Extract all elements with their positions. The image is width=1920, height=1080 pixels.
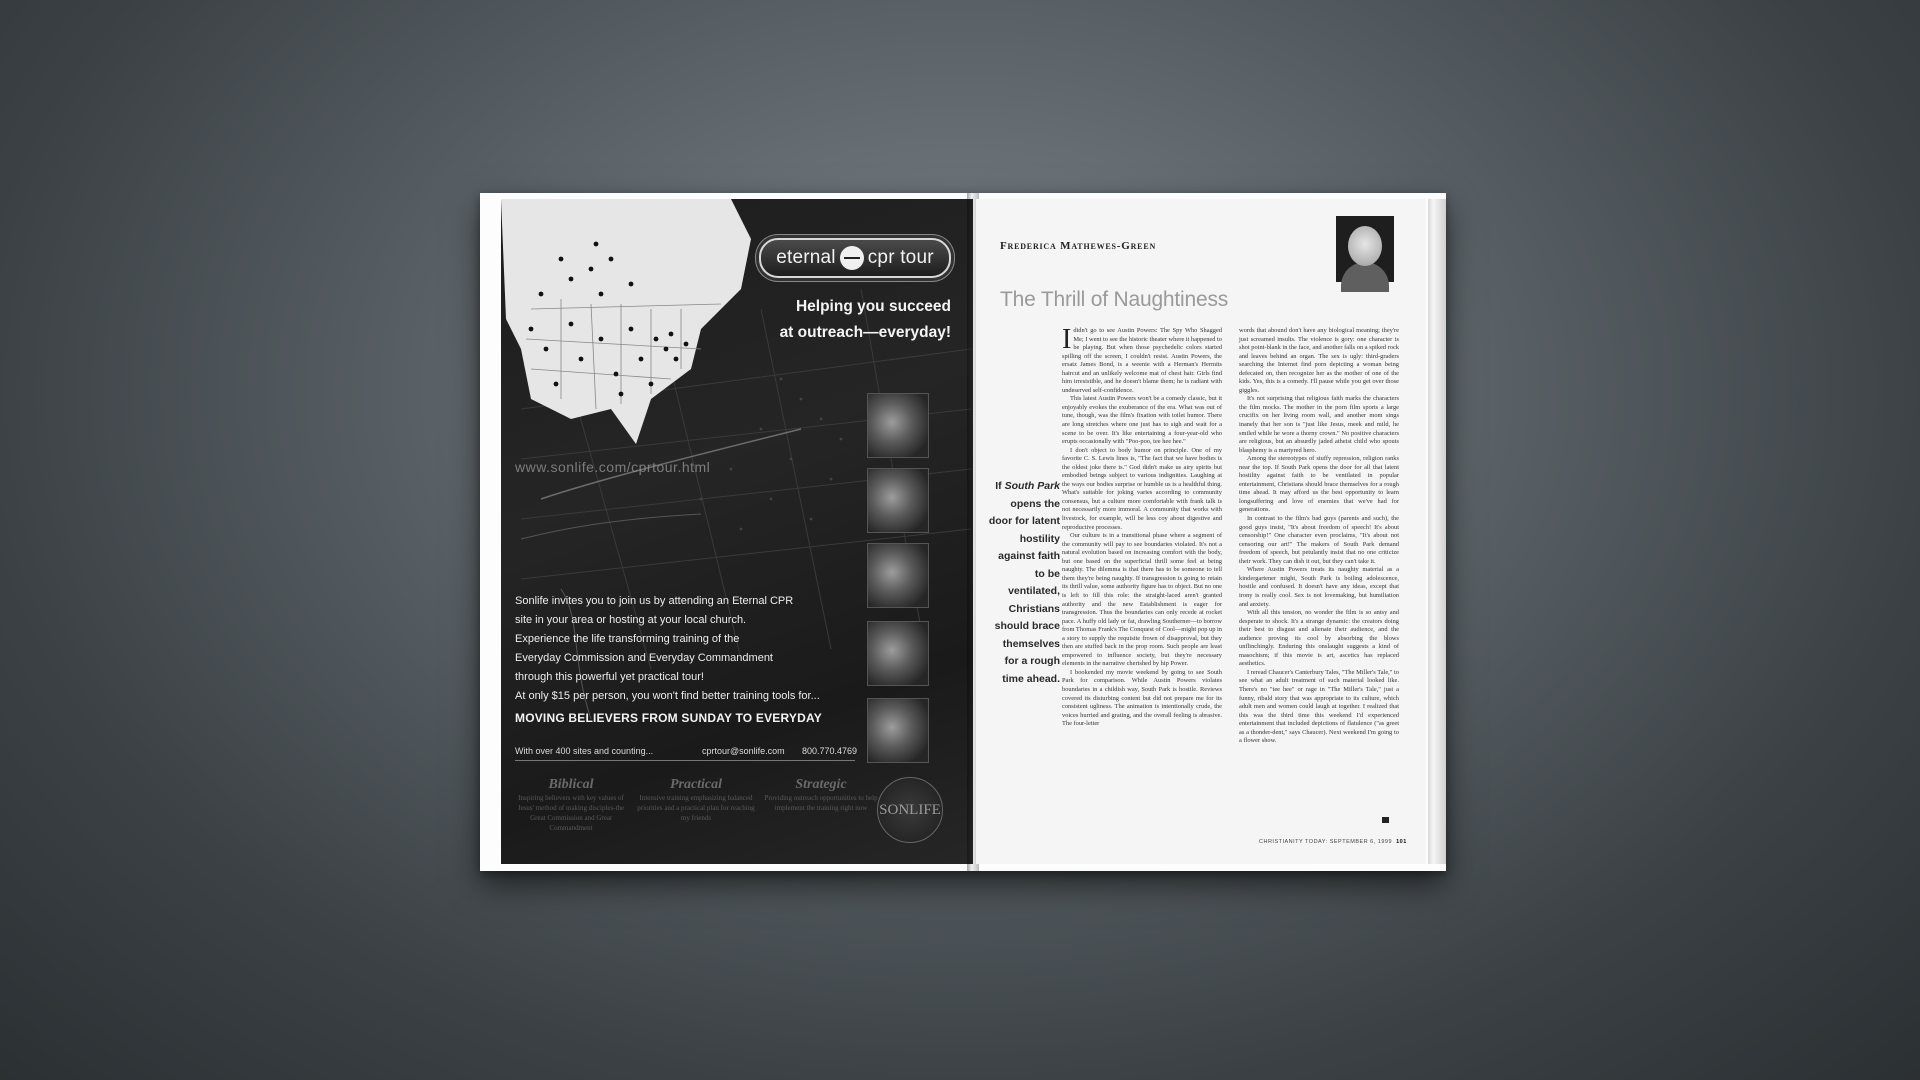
article-paragraph: I don't object to body humor on principle. One of my favorite C. S. Lewis lines is, "The fact that we have bodies is the oldest joke there is." God didn't make us airy spirits but embodied beings subject to various indignities. Laughing at the ways our bodies surprise or humble us is a healthful thing. What's suitable for joking varies according to community consensus, but a culture more comfortable with frank talk is not necessarily more immoral. A community that works with livestock, for example, will be less coy about digestive and reproductive processes.	[1062, 446, 1222, 531]
ad-headline: MOVING BELIEVERS FROM SUNDAY TO EVERYDAY	[515, 711, 822, 725]
drop-cap: I	[1062, 324, 1072, 355]
contact-phone: 800.770.4769	[802, 746, 858, 756]
page-edge	[1428, 199, 1446, 864]
ad-url: www.sonlife.com/cprtour.html	[515, 459, 711, 475]
pillar-text: Intensive training emphasizing balanced priorities and a practical plan for reaching my friends	[637, 794, 755, 822]
article-paragraph: Our culture is in a transitional phase where a segment of the community will pay to see boundaries violated. It's not a natural evolution based on increasing comfort with the body, but one based on the superficial thrill some feel at being naughty. The dilemma is that there has to be someone to tell them they're being naughty. If transgression is going to retain its thrill value, some authority figure has to object. But no one is left to fill this role: the straight-laced aren't granted authority and the new Establishment is eager for transgression. Thus the boundaries can only recede at rocket pace. A huffy old lady or fat, drawling Southerner—to borrow from Thomas Frank's The Conquest of Cool—might pop up in a story to supply the requisite frown of disapproval, but they then are stuffed back in the prop room. Such people are least empowered to influence society, but they're necessary elements in the narrative cherished by hip Power.	[1062, 532, 1222, 668]
pillar-text: Providing outreach opportunities to help implement the training right now	[764, 794, 878, 812]
magazine-spread	[480, 193, 1446, 871]
face-photo	[867, 543, 929, 608]
sonlife-logo-text: SONLIFE	[879, 801, 941, 818]
author-photo	[1336, 216, 1394, 282]
pillar-title: Practical	[669, 777, 723, 792]
pillar-text: Inspiring believers with key values of Jesus' method of making disciples-the Great Commission and Great Commandment	[517, 794, 625, 832]
article-paragraph: It's not surprising that religious faith marks the characters the film mocks. The mother in the porn film sports a large crucifix on her living room wall, and another mom sings inanely that her son is "just like Jesus, meek and mild, he smiled while he wore a thorny crown." No positive characters are religious, but an absurdly jaded atheist child who spouts blasphemy is a martyred hero.	[1239, 395, 1399, 454]
pillar-biblical	[511, 777, 631, 833]
face-photo	[867, 468, 929, 533]
ad-body-line: Sonlife invites you to join us by attending an Eternal CPR	[515, 595, 794, 607]
article-end-mark	[1382, 817, 1389, 823]
author-photo-shoulders	[1341, 262, 1389, 292]
contact-email: cprtour@sonlife.com	[702, 746, 785, 756]
author-byline: Frederica Mathewes-Green	[1000, 240, 1157, 252]
article-page	[976, 199, 1426, 864]
north-america-map	[501, 199, 761, 449]
sonlife-logo	[877, 777, 943, 843]
ad-body-line: Everyday Commission and Everyday Commandment	[515, 652, 773, 664]
article-paragraph	[1062, 324, 1222, 395]
tagline-line-1: Helping you succeed	[795, 298, 951, 315]
ad-tagline	[741, 294, 951, 346]
pillar-title: Strategic	[795, 777, 847, 792]
ad-body-copy	[515, 592, 865, 706]
paragraph-text: didn't go to see Austin Powers: The Spy Who Shagged Me; I went to see the historic theater where it happened to be playing. But when those psychedelic colors started spilling off the screen, I couldn't resist. Austin Powers, the ersatz James Bond, is a weenie with a Herman's Hermits haircut and an unlikely welcome mat of chest hair. Girls find him irresistible, and he doesn't blame them; he is radiant with undeserved self-confidence.	[1062, 327, 1222, 394]
article-paragraph: This latest Austin Powers won't be a comedy classic, but it enjoyably evokes the exuberance of the era. What was out of tune, though, was the film's fixation with toilet humor. There are long stretches where one just has to sigh and wait for a scene to be over. It's like entertaining a four-year-old who erupts occasionally with "Poo-poo, tee hee hee."	[1062, 395, 1222, 446]
face-photo	[867, 698, 929, 763]
advertisement-page	[501, 199, 973, 864]
author-photo-face	[1348, 226, 1382, 266]
folio-page-number: 101	[1396, 839, 1407, 845]
article-paragraph: words that abound don't have any biological meaning; they're just screamed insults. The violence is gory: one character is shot point-blank in the face, and another falls on a spiked rock and leaves behind an organ. The sex is ugly: third-graders searching the Internet find porn depicting a woman being defecated on, then recognize her as the mother of one of the kids. Yes, this is a comedy. I'll pause while you get over those giggles.	[1239, 327, 1399, 394]
pull-quote-italic: South Park	[1004, 480, 1060, 492]
pull-quote	[986, 478, 1060, 688]
ad-body-line: At only $15 per person, you won't find better training tools for...	[515, 690, 820, 702]
pillar-title: Biblical	[548, 777, 594, 792]
article-column-2	[1239, 327, 1399, 745]
face-photo	[867, 393, 929, 458]
article-column-1	[1062, 324, 1222, 728]
brand-word-right: cpr tour	[867, 247, 934, 268]
article-paragraph: In contrast to the film's bad guys (parents and such), the good guys insist, "It's about freedom of speech! It's about censorship!" One character even proclaims, "It's about not censoring our art!" The makers of South Park demand freedom of speech, but petulantly insist that no one criticize their work. They can dish it out, but they can't take it.	[1239, 515, 1399, 565]
article-paragraph: With all this tension, no wonder the film is so antsy and desperate to shock. It's a strange dynamic: the creators doing their best to disgust and alienate their audience, and the audience proving its cool by absorbing the blows unflinchingly. Enduring this onslaught suggests a kind of masochism; if this movie is art, ascetics has replaced aesthetics.	[1239, 609, 1399, 668]
eternal-cpr-tour-logo	[759, 238, 951, 278]
pillar-practical	[636, 777, 756, 823]
ad-body-line: Experience the life transforming training of the	[515, 633, 740, 645]
article-paragraph: I bookended my movie weekend by going to see South Park for comparison. While Austin Powers violates boundaries in a childish way, South Park is hostile. Reviews covered its disturbing content but did not prepare me for its consistent ugliness. The animation is intentionally crude, the voices hurried and grating, and the overall feeling is abrasive. The four-letter	[1062, 668, 1222, 728]
ad-body-line: site in your area or hosting at your local church.	[515, 614, 747, 626]
article-paragraph: Where Austin Powers treats its naughty material as a kindergartener might, South Park is boiling adolescence, hostile and confused. It doesn't have any ideas, except that irony is really cool. Sex is not lovemaking, but humiliation and anxiety.	[1239, 566, 1399, 608]
folio-publication: CHRISTIANITY TODAY: SEPTEMBER 6, 1999	[1259, 839, 1393, 845]
pull-quote-pre: If	[995, 480, 1005, 492]
article-paragraph: I reread Chaucer's Canterbury Tales, "The Miller's Tale," to see what an adult treatment of such material looked like. There's no "tee hee" or rage in "The Miller's Tale," just a funny, ribald story that was appropriate to its culture, which adult men and women could laugh at together. I realized that this was the third time this weekend I'd experienced entertainment that included depictions of flatulence ("as greet as a thonder-dent," says Chaucer). Next weekend I'm going to a flower show.	[1239, 668, 1399, 745]
article-paragraph: Among the stereotypes of stuffy repression, religion ranks near the top. If South Park opens the door for all that latent hostility against faith to be ventilated in popular entertainment, Christians should brace themselves for a rough time ahead. It may afford us the best opportunity to learn longsuffering and love of enemies that we've had for generations.	[1239, 455, 1399, 514]
ad-body-line: through this powerful yet practical tour!	[515, 671, 704, 683]
pillar-strategic	[761, 777, 881, 813]
brand-word-left: eternal	[776, 247, 836, 268]
face-photo	[867, 621, 929, 686]
tagline-line-2: at outreach—everyday!	[779, 324, 951, 341]
pull-quote-post: opens the door for latent hostility against faith to be ventilated, Christians should brace themselves for a rough time ahead.	[988, 497, 1060, 685]
ad-pillars	[511, 777, 891, 847]
pulse-divider	[515, 760, 855, 761]
sites-count-text: With over 400 sites and counting...	[515, 746, 654, 756]
cpr-heart-icon	[840, 246, 864, 270]
article-title: The Thrill of Naughtiness	[1000, 288, 1229, 311]
page-folio	[1259, 839, 1407, 845]
